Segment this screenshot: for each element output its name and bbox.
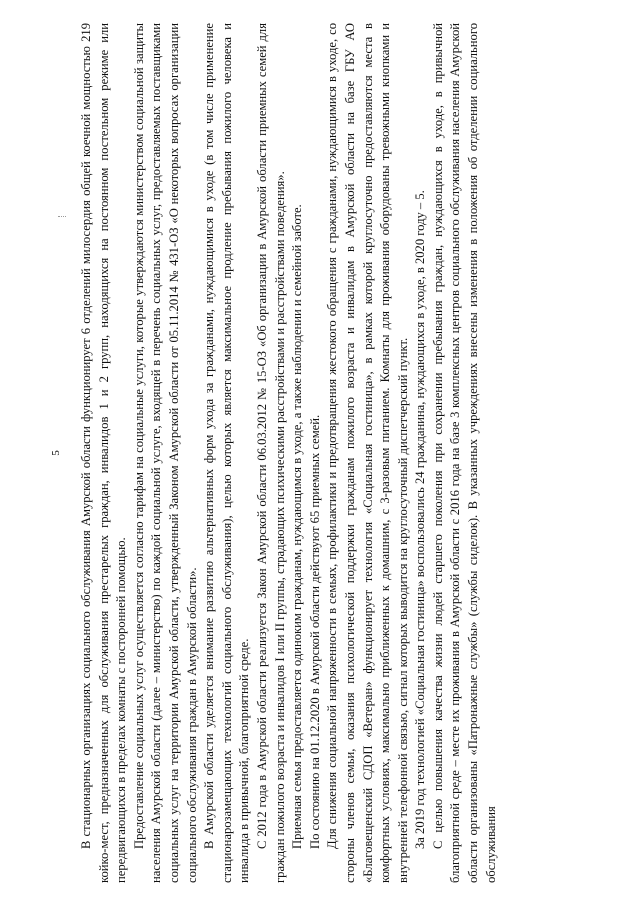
document-body	[78, 23, 500, 883]
paragraph-social-hotel: Для снижения социальной напряженности в семьях, профилактики и предотвращения жестокого обращения с гражданами, нуждающимися в уходе, со стороны членов семьи, оказания психологической поддержки гражданам пожилого возраста и инвалидам в Амурской области на базе ГБУ АО «Благовещенский СДОП «Ветеран» функционирует технология «Социальная гостиница», в рамках которой круглосуточно предоставляются места в комфортных условиях, максимально приближенных к домашним, с 3-разовым питанием. Комнаты для проживания оборудованы тревожными кнопками и внутренней телефонной связью, сигнал которых выводится на круглосуточный диспетчерский пункт.	[325, 22, 410, 883]
paragraph-foster-family-purpose: Приемная семья предоставляется одиноким гражданам, нуждающимся в уходе, а также наблюдении и семейной заботе.	[290, 203, 305, 849]
paragraph-social-hotel-stats: За 2019 год технологией «Социальная гостиница» воспользовались 24 гражданина, нуждающихся в уходе, в 2020 году – 5.	[413, 189, 428, 849]
paragraph-social-service-tariffs: Предоставление социальных услуг осуществляется согласно тарифам на социальные услуги, которые утверждаются министерством социальной защиты населения Амурской области (далее – министерство) по каждой социальной услуге, входящей в перечень социальных услуг, предоставляемых поставщиками социальных услуг на территории Амурской области, утвержденный Законом Амурской области от 05.11.2014 № 431-ОЗ «О некоторых вопросах организации социального обслуживания граждан в Амурской области».	[131, 22, 199, 883]
paragraph-patronage-services: С целью повышения качества жизни людей старшего поколения при сохранении пребывания граждан, нуждающихся в уходе, в привычной благоприятной среде – месте их проживания в Амурской области с 2016 года на базе 3 комплексных центров социального обслуживания населения Амурской области организованы «Патронажные службы» (службы сиделок). В указанных учреждениях внесены изменения в положения об отделении социального обслуживания	[430, 22, 498, 883]
scan-artifact	[58, 213, 66, 217]
paragraph-inpatient-facilities: В стационарных организациях социального обслуживания Амурской области функционирует 6 отделений милосердия общей коечной мощностью 219 койко-мест, предназначенных для обслуживания престарелых граждан, инвалидов 1 и 2 групп, находящихся на постоянном постельном режиме или передвигающихся в пределах комнаты с посторонней помощью.	[79, 22, 129, 883]
page-number: 5	[50, 449, 62, 456]
paragraph-alternative-care-forms: В Амурской области уделяется внимание развитию альтернативных форм ухода за гражданами, нуждающимися в уходе (в том числе применение стационарозамещающих технологий социального обслуживания), целью которых является максимальное продление пребывания пожилого человека и инвалида в привычной, благоприятной среде.	[202, 22, 252, 883]
rotated-document-content	[50, 23, 590, 883]
paragraph-foster-family-count: По состоянию на 01.12.2020 в Амурской области действуют 65 приемных семей.	[307, 414, 322, 849]
paragraph-foster-family-law: С 2012 года в Амурской области реализуется Закон Амурской области 06.03.2012 № 15-ОЗ «Об организации в Амурской области приемных семей для граждан пожилого возраста и инвалидов I или II группы, страдающих психическими расстройствами и расстройствами поведения».	[254, 22, 287, 883]
